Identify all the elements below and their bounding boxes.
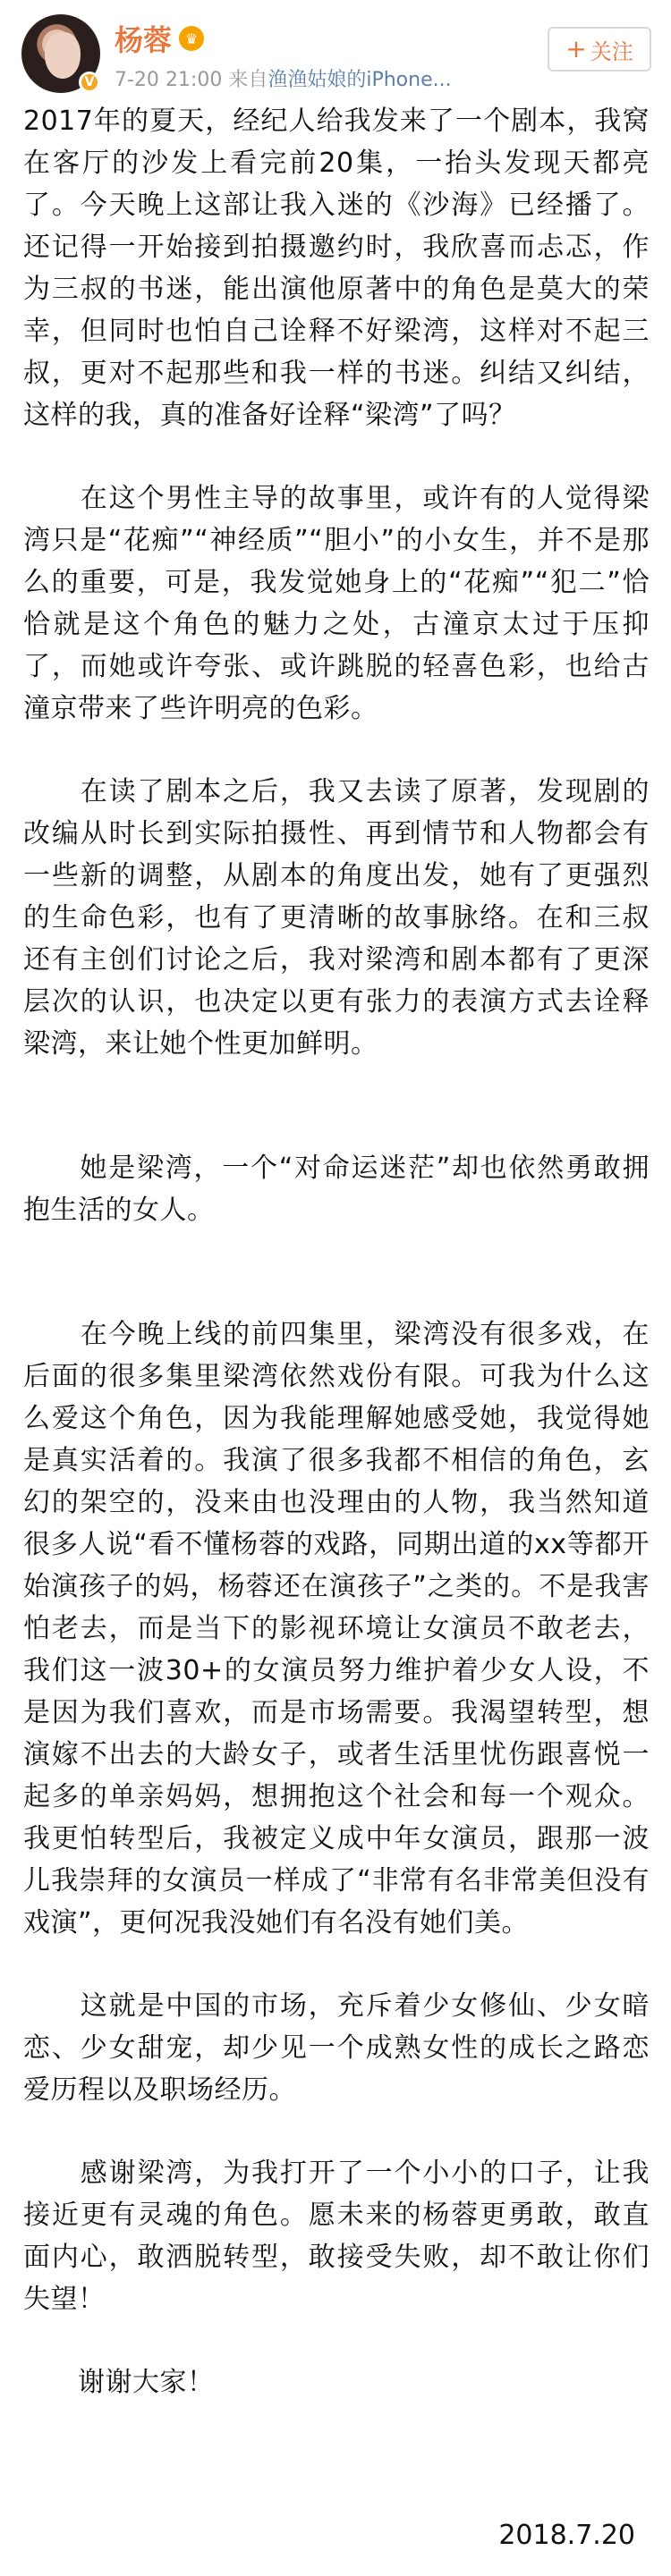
paragraph-2: 在这个男性主导的故事里，或许有的人觉得梁湾只是“花痴”“神经质”“胆小”的小女生，并不是那么的重要，可是，我发觉她身上的“花痴”“犯二”恰恰就是这个角色的魅力之处，古潼京太过于压抑了，而她或许夸张、或许跳脱的轻喜色彩，也给古潼京带来了些许明亮的色彩。 [23,483,650,724]
source-link[interactable]: 渔渔姑娘的iPhone... [268,69,452,91]
post-body [23,100,650,2403]
date-signature: 2018.7.20 [498,2520,635,2551]
paragraph-3: 在读了剧本之后，我又去读了原著，发现剧的改编从时长到实际拍摄性、再到情节和人物都会有一些新的调整，从剧本的角度出发，她有了更强烈的生命色彩，也有了更清晰的故事脉络。在和三叔还有主创们讨论之后，我对梁湾和剧本都有了更深层次的认识，也决定以更有张力的表演方式去诠释梁湾，来让她个性更加鲜明。 [23,776,650,1060]
follow-label: 关注 [590,38,633,64]
paragraph-4: 她是梁湾，一个“对命运迷茫”却也依然勇敢拥抱生活的女人。 [23,1153,650,1226]
verified-badge-icon: V [79,72,100,93]
post-header [0,0,671,107]
post-meta [115,64,452,92]
username[interactable]: 杨蓉 [115,23,173,57]
paragraph-7: 感谢梁湾，为我打开了一个小小的口子，让我接近更有灵魂的角色。愿未来的杨蓉更勇敢，敢直面内心，敢洒脱转型，敢接受失败，却不敢让你们失望！ [23,2158,650,2315]
plus-icon: + [565,34,587,63]
paragraph-5: 在今晚上线的前四集里，梁湾没有很多戏，在后面的很多集里梁湾依然戏份有限。可我为什么这么爱这个角色，因为我能理解她感受她，我觉得她是真实活着的。我演了很多我都不相信的角色，玄幻的架空的，没来由也没理由的人物，我当然知道很多人说“看不懂杨蓉的戏路，同期出道的xx等都开始演孩子的妈，杨蓉还在演孩子”之类的。不是我害怕老去，而是当下的影视环境让女演员不敢老去，我们这一波30+的女演员努力维护着少女人设，不是因为我们喜欢，而是市场需要。我渴望转型，想演嫁不出去的大龄女子，或者生活里忧伤跟喜悦一起多的单亲妈妈，想拥抱这个社会和每一个观众。我更怕转型后，我被定义成中年女演员，跟那一波儿我崇拜的女演员一样成了“非常有名非常美但没有戏演”，更何况我没她们有名没有她们美。 [23,1319,650,1938]
username-row[interactable] [115,18,204,59]
paragraph-8: 谢谢大家！ [23,2367,215,2398]
paragraph-1: 2017年的夏天，经纪人给我发来了一个剧本，我窝在客厅的沙发上看完前20集，一抬头发现天都亮了。今天晚上这部让我入迷的《沙海》已经播了。还记得一开始接到拍摄邀约时，我欣喜而忐忑，作为三叔的书迷，能出演他原著中的角色是莫大的荣幸，但同时也怕自己诠释不好梁湾，这样对不起三叔，更对不起那些和我一样的书迷。纠结又纠结，这样的我，真的准备好诠释“梁湾”了吗？ [23,106,650,431]
timestamp: 7-20 21:00 [115,69,223,91]
source-prefix: 来自 [228,69,268,91]
paragraph-6: 这就是中国的市场，充斥着少女修仙、少女暗恋、少女甜宠，却少见一个成熟女性的成长之路恋爱历程以及职场经历。 [23,1990,650,2106]
follow-button[interactable] [548,27,651,72]
avatar-face [45,32,81,79]
crown-icon: ♛ [179,26,204,51]
